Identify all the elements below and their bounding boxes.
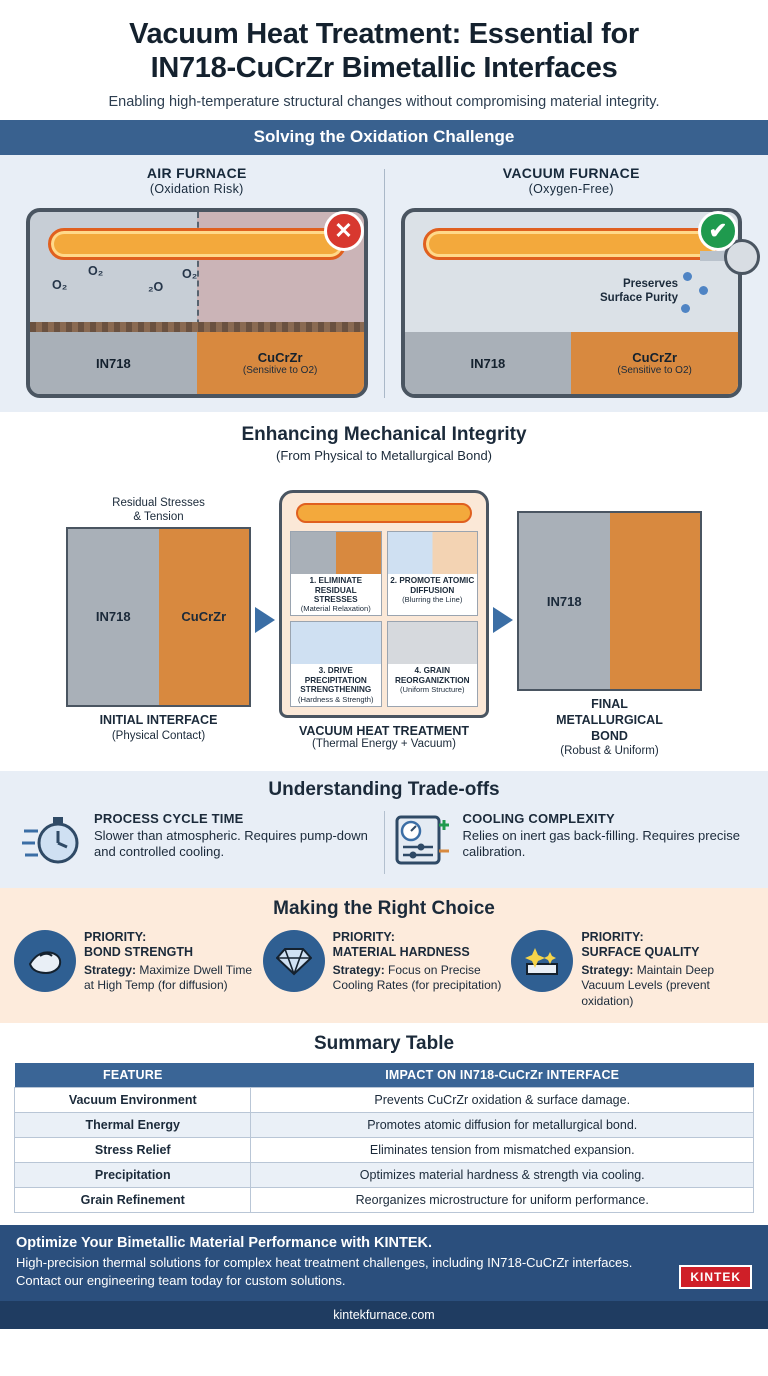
vht-step-grid <box>290 531 478 707</box>
choice-heading-line1: PRIORITY: <box>84 929 147 944</box>
table-row <box>15 1113 754 1138</box>
table-header-impact: IMPACT ON IN718-CuCrZr INTERFACE <box>251 1063 754 1088</box>
step-art-grain <box>388 622 478 664</box>
page-header <box>0 0 768 120</box>
choice-heading-line2: BOND STRENGTH <box>84 944 194 959</box>
vht-step-title: 4. GRAIN REORGANIZKTION <box>394 666 470 685</box>
initial-interface-art <box>66 527 251 707</box>
vht-chamber-art <box>279 490 489 718</box>
table-cell-impact: Promotes atomic diffusion for metallurgical bond. <box>251 1113 754 1138</box>
step-art-precipitation <box>291 622 381 664</box>
summary-table <box>14 1063 754 1213</box>
gas-particle-icon <box>683 272 692 281</box>
flexed-biceps-icon <box>14 930 76 992</box>
initial-caption-text: INITIAL INTERFACE <box>99 712 218 727</box>
cta-banner <box>0 1225 768 1301</box>
vht-step-title: 1. ELIMINATE RESIDUAL STRESSES <box>309 576 363 604</box>
section-1-band-title: Solving the Oxidation Challenge <box>0 120 768 155</box>
vacuum-furnace-panel <box>387 165 757 398</box>
sparkle-surface-icon <box>511 930 573 992</box>
vacuum-cucrzr-label: CuCrZr <box>632 350 678 366</box>
choice-text <box>581 930 754 1010</box>
tradeoff-text <box>463 811 747 874</box>
vht-step-sub: (Hardness & Strength) <box>297 694 374 704</box>
initial-caption-sub: (Physical Contact) <box>111 729 206 742</box>
section-5-summary <box>0 1023 768 1225</box>
vacuum-in718-label: IN718 <box>470 355 506 371</box>
table-cell-feature: Precipitation <box>15 1163 251 1188</box>
tradeoff-list <box>16 811 752 874</box>
tradeoff-heading: COOLING COMPLEXITY <box>462 810 615 826</box>
vacuum-furnace-subtitle: (Oxygen-Free) <box>528 182 614 197</box>
table-row <box>15 1163 754 1188</box>
cta-headline: Optimize Your Bimetallic Material Performance with KINTEK. <box>16 1235 433 1252</box>
stress-label-line2: & Tension <box>133 510 184 523</box>
table-cell-feature: Grain Refinement <box>15 1188 251 1213</box>
vht-caption-sub: (Thermal Energy + Vacuum) <box>312 737 456 750</box>
air-cucrzr-note: (Sensitive to O2) <box>242 365 318 377</box>
initial-interface-block <box>66 497 251 743</box>
choice-item-surface-quality <box>511 930 754 1010</box>
tradeoff-item-cooling <box>385 811 753 874</box>
vht-step <box>290 621 382 706</box>
initial-interface-caption <box>66 713 251 743</box>
choice-heading-line1: PRIORITY: <box>332 929 395 944</box>
air-furnace-title-text: AIR FURNACE <box>146 165 247 182</box>
air-furnace-panel <box>12 165 382 398</box>
choice-heading <box>581 930 754 960</box>
table-cell-feature: Vacuum Environment <box>15 1088 251 1113</box>
vht-step <box>290 531 382 616</box>
kintek-logo: KINTEK <box>679 1265 752 1289</box>
choice-list <box>14 930 754 1010</box>
tradeoff-item-cycle-time <box>16 811 384 874</box>
air-specimen <box>30 332 364 394</box>
vht-step-sub: (Material Relaxation) <box>300 604 371 614</box>
vht-step <box>387 531 479 616</box>
table-cell-impact: Reorganizes microstructure for uniform performance. <box>251 1188 754 1213</box>
heating-element-icon <box>296 503 472 523</box>
o2-molecule-label: O₂ <box>52 278 68 293</box>
preserve-purity-label <box>600 278 678 306</box>
final-in718-side <box>519 513 610 689</box>
furnace-comparison <box>12 165 756 398</box>
final-bond-art <box>517 511 702 691</box>
section-4-title: Making the Right Choice <box>273 897 495 919</box>
table-cell-impact: Prevents CuCrZr oxidation & surface damage. <box>251 1088 754 1113</box>
gas-particle-icon <box>681 304 690 313</box>
tradeoff-body: Relies on inert gas back-filling. Requires precise calibration. <box>462 827 740 860</box>
section-3-title: Understanding Trade-offs <box>268 778 500 800</box>
vht-caption-text: VACUUM HEAT TREATMENT <box>298 723 470 738</box>
gauge-panel-icon <box>391 811 453 874</box>
choice-strategy <box>333 963 506 994</box>
choice-strategy-text: Maintain Deep Vacuum Levels (prevent oxidation) <box>581 962 715 1008</box>
vht-step-sub: (Uniform Structure) <box>399 685 465 695</box>
initial-cucrzr-side <box>159 529 250 705</box>
choice-heading-line2: MATERIAL HARDNESS <box>332 944 470 959</box>
table-cell-impact: Eliminates tension from mismatched expansion. <box>251 1138 754 1163</box>
preserve-line2: Surface Purity <box>600 292 678 305</box>
page-title <box>24 18 744 85</box>
final-bond-block <box>517 481 702 758</box>
choice-strategy-label: Strategy: <box>332 962 385 977</box>
vht-step <box>387 621 479 706</box>
step-art-stress <box>291 532 381 574</box>
tradeoff-text <box>94 811 378 874</box>
flow-arrow-icon <box>493 607 513 633</box>
choice-strategy <box>84 963 257 994</box>
stopwatch-icon <box>22 811 84 874</box>
table-row <box>15 1188 754 1213</box>
check-icon: ✔ <box>698 211 738 251</box>
vacuum-furnace-title-text: VACUUM FURNACE <box>502 165 640 182</box>
choice-heading <box>84 930 257 960</box>
stress-label-line1: Residual Stresses <box>112 496 205 509</box>
choice-strategy <box>581 963 754 1010</box>
final-bond-caption <box>517 697 702 758</box>
page-title-line1: Vacuum Heat Treatment: Essential for <box>129 18 639 50</box>
page-subtitle: Enabling high-temperature structural changes without compromising material integrity. <box>108 94 660 111</box>
air-cucrzr-label: CuCrZr <box>257 350 303 366</box>
vacuum-specimen-cucrzr <box>571 332 738 394</box>
choice-strategy-label: Strategy: <box>84 962 137 977</box>
vht-step-title: 3. DRIVE PRECIPITATION STRENGTHENING <box>300 666 372 695</box>
air-furnace-title <box>12 165 382 196</box>
heating-element-icon <box>48 228 346 260</box>
flow-arrow-icon <box>255 607 275 633</box>
cta-body: High-precision thermal solutions for complex heat treatment challenges, including IN718-CuCrZr interfaces. Contact our engineering team today for custom solutions. <box>16 1255 633 1288</box>
page-title-line2: IN718-CuCrZr Bimetallic Interfaces <box>150 51 618 84</box>
choice-heading-line1: PRIORITY: <box>581 929 644 944</box>
residual-stress-label <box>66 497 251 527</box>
choice-item-material-hardness <box>263 930 506 1010</box>
section-2-subtitle: (From Physical to Metallurgical Bond) <box>275 448 493 464</box>
step-art-diffusion <box>388 532 478 574</box>
oxidized-surface-texture <box>30 322 364 332</box>
vht-step-title: 2. PROMOTE ATOMIC DIFFUSION <box>390 576 475 595</box>
final-caption-sub: (Robust & Uniform) <box>560 745 659 758</box>
section-2-title: Enhancing Mechanical Integrity <box>241 424 527 446</box>
section-4-right-choice <box>0 888 768 1024</box>
table-row <box>15 1088 754 1113</box>
cross-icon: ✕ <box>324 211 364 251</box>
o2-molecule-label: O₂ <box>182 267 198 282</box>
choice-heading-line2: SURFACE QUALITY <box>581 944 700 959</box>
air-specimen-cucrzr <box>197 332 364 394</box>
pump-flow-arrow <box>700 251 726 261</box>
initial-cucrzr-label: CuCrZr <box>181 609 227 625</box>
table-row <box>15 1138 754 1163</box>
table-cell-feature: Stress Relief <box>15 1138 251 1163</box>
table-cell-feature: Thermal Energy <box>15 1113 251 1138</box>
air-furnace-chamber <box>26 208 368 398</box>
final-in718-label: IN718 <box>546 593 582 609</box>
vht-block <box>279 490 489 750</box>
choice-item-bond-strength <box>14 930 257 1010</box>
final-caption-line2: METALLURGICAL <box>556 712 663 727</box>
heating-element-icon <box>423 228 721 260</box>
o2-molecule-label: ₂O <box>148 280 164 295</box>
tradeoff-heading: PROCESS CYCLE TIME <box>94 810 244 826</box>
section-1-oxidation <box>0 155 768 412</box>
choice-text <box>84 930 257 1010</box>
initial-in718-label: IN718 <box>95 609 131 625</box>
vacuum-furnace-title <box>387 165 757 196</box>
table-header-feature: FEATURE <box>15 1063 251 1088</box>
diamond-icon <box>263 930 325 992</box>
section-3-tradeoffs <box>0 771 768 888</box>
air-furnace-subtitle: (Oxidation Risk) <box>149 182 244 197</box>
choice-text <box>333 930 506 1010</box>
air-in718-label: IN718 <box>96 355 131 371</box>
final-cucrzr-side <box>610 513 701 689</box>
vacuum-specimen <box>405 332 739 394</box>
final-caption-line3: BOND <box>591 728 628 743</box>
final-caption-line1: FINAL <box>591 697 628 712</box>
air-specimen-in718 <box>30 332 197 394</box>
process-flow <box>10 481 758 758</box>
footer-url[interactable]: kintekfurnace.com <box>0 1301 768 1329</box>
choice-strategy-label: Strategy: <box>581 962 634 977</box>
choice-strategy-text: Maximize Dwell Time at High Temp (for diffusion) <box>84 962 253 993</box>
choice-heading <box>333 930 506 960</box>
tradeoff-body: Slower than atmospheric. Requires pump-down and controlled cooling. <box>94 827 368 860</box>
section-2-mechanical-integrity <box>0 412 768 764</box>
table-header-row <box>15 1063 754 1088</box>
vacuum-specimen-in718 <box>405 332 572 394</box>
summary-title: Summary Table <box>313 1033 455 1055</box>
o2-molecule-label: O₂ <box>88 264 104 279</box>
vht-caption <box>279 724 489 750</box>
vacuum-cucrzr-note: (Sensitive to O2) <box>617 365 692 377</box>
gas-particle-icon <box>699 286 708 295</box>
vacuum-furnace-chamber <box>401 208 743 398</box>
vht-step-sub: (Blurring the Line) <box>402 594 463 604</box>
initial-in718-side <box>68 529 159 705</box>
preserve-line1: Preserves <box>623 278 678 291</box>
table-cell-impact: Optimizes material hardness & strength via cooling. <box>251 1163 754 1188</box>
panel-divider <box>384 169 385 398</box>
choice-strategy-text: Focus on Precise Cooling Rates (for precipitation) <box>332 962 502 993</box>
